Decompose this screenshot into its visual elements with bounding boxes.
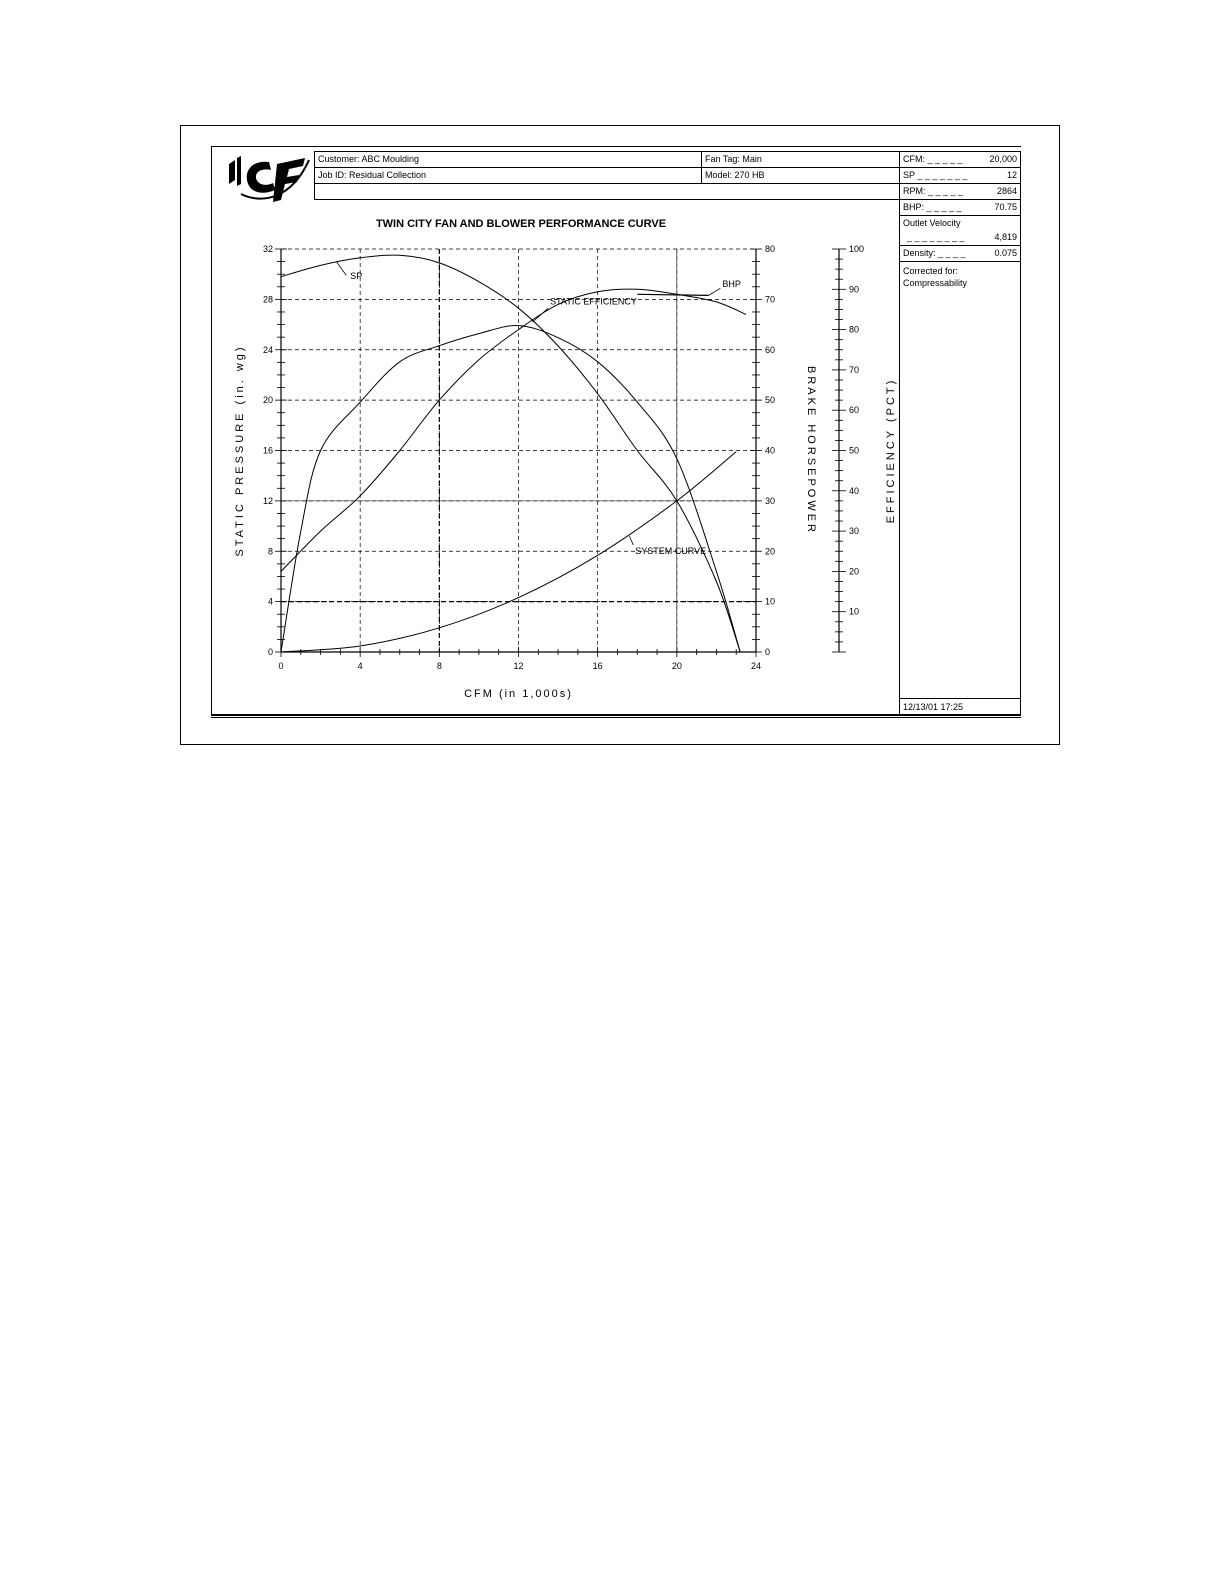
x-tick-label: 16 <box>592 661 603 671</box>
system-curve-annotation: SYSTEM CURVE <box>635 545 707 556</box>
bhp-leader <box>709 288 721 295</box>
efficiency-axis-label: EFFICIENCY (PCT) <box>885 377 897 524</box>
efficiency-tick-label: 40 <box>849 485 860 496</box>
performance-chart <box>211 146 899 714</box>
efficiency-tick-label: 20 <box>849 566 860 577</box>
outlet-velocity-dashes: _ _ _ _ _ _ _ _ <box>907 232 965 242</box>
left-tick-label: 24 <box>262 344 273 355</box>
cfm-label: CFM: _ _ _ _ _ <box>903 154 963 164</box>
right-tick-label: 60 <box>765 344 776 355</box>
performance-sheet <box>211 146 1021 726</box>
bhp-value: 70.75 <box>994 202 1017 212</box>
efficiency-tick-label: 100 <box>849 244 865 254</box>
left-tick-label: 12 <box>262 495 273 506</box>
bhp-row <box>899 199 1021 216</box>
left-tick-label: 32 <box>262 244 273 254</box>
right-tick-label: 30 <box>765 495 776 506</box>
model-field: Model: 270 HB <box>701 167 900 184</box>
efficiency-tick-label: 70 <box>849 364 860 375</box>
outlet-velocity-value: 4,819 <box>994 232 1017 242</box>
system-curve-leader <box>629 536 633 545</box>
left-tick-label: 28 <box>262 294 273 305</box>
x-tick-label: 0 <box>278 661 284 671</box>
sp-label: SP _ _ _ _ _ _ _ <box>903 170 968 180</box>
efficiency-tick-label: 90 <box>849 284 860 295</box>
bhp-label: BHP: _ _ _ _ _ <box>903 202 962 212</box>
right-tick-label: 70 <box>765 294 776 305</box>
x-tick-label: 12 <box>513 661 524 671</box>
left-axis-label: STATIC PRESSURE (in. wg) <box>234 344 246 557</box>
sp-value: 12 <box>1006 170 1017 180</box>
page-border <box>180 125 1060 745</box>
right-tick-label: 10 <box>765 596 776 607</box>
sp-leader <box>336 262 346 276</box>
left-tick-label: 20 <box>262 395 273 406</box>
job-id-field: Job ID: Residual Collection <box>314 167 702 184</box>
right-tick-label: 50 <box>765 395 776 406</box>
sp-curve <box>281 255 740 652</box>
sp-annotation: SP <box>350 271 363 282</box>
left-tick-label: 4 <box>267 596 273 607</box>
efficiency-tick-label: 30 <box>849 526 860 537</box>
x-tick-label: 20 <box>671 661 682 671</box>
fan-tag-field: Fan Tag: Main <box>701 151 900 168</box>
rpm-row <box>899 183 1021 200</box>
density-value: 0.075 <box>994 248 1017 258</box>
right-tick-label: 40 <box>765 445 776 456</box>
static-efficiency-leader <box>532 308 548 322</box>
static-efficiency-curve <box>281 326 740 652</box>
efficiency-tick-label: 60 <box>849 405 860 416</box>
x-axis-label: CFM (in 1,000s) <box>464 688 573 700</box>
density-label: Density: _ _ _ _ <box>903 248 966 258</box>
left-tick-label: 0 <box>267 647 273 657</box>
bhp-curve <box>281 289 746 571</box>
left-tick-label: 16 <box>262 445 273 456</box>
static-efficiency-annotation: STATIC EFFICIENCY <box>550 296 637 307</box>
customer-field: Customer: ABC Moulding <box>314 151 702 168</box>
right-tick-label: 0 <box>765 647 771 657</box>
corrected-line-1: Corrected for: <box>903 266 959 276</box>
cfm-value: 20,000 <box>989 154 1017 164</box>
rpm-value: 2864 <box>996 186 1017 196</box>
right-tick-label: 20 <box>765 546 776 557</box>
density-row <box>899 245 1021 262</box>
x-tick-label: 24 <box>750 661 762 671</box>
right-tick-label: 80 <box>765 244 776 254</box>
timestamp-row <box>899 698 1021 716</box>
bhp-marker <box>637 294 708 295</box>
corrected-line-2: Compressability <box>903 278 968 288</box>
outlet-velocity-row <box>899 215 1021 246</box>
efficiency-tick-label: 50 <box>849 445 860 456</box>
outlet-velocity-label: Outlet Velocity <box>903 218 961 228</box>
corrected-notes <box>899 261 1021 699</box>
right-axis-label: BRAKE HORSEPOWER <box>805 365 817 536</box>
cfm-row <box>899 151 1021 168</box>
left-tick-label: 8 <box>267 546 273 557</box>
efficiency-tick-label: 10 <box>849 606 860 617</box>
rpm-label: RPM: _ _ _ _ _ <box>903 186 964 196</box>
chart-title: TWIN CITY FAN AND BLOWER PERFORMANCE CURVE <box>375 218 667 230</box>
bhp-annotation: BHP <box>722 278 741 289</box>
efficiency-tick-label: 80 <box>849 324 860 335</box>
timestamp: 12/13/01 17:25 <box>903 702 964 712</box>
x-tick-label: 4 <box>357 661 363 671</box>
x-tick-label: 8 <box>436 661 442 671</box>
sp-row <box>899 167 1021 184</box>
